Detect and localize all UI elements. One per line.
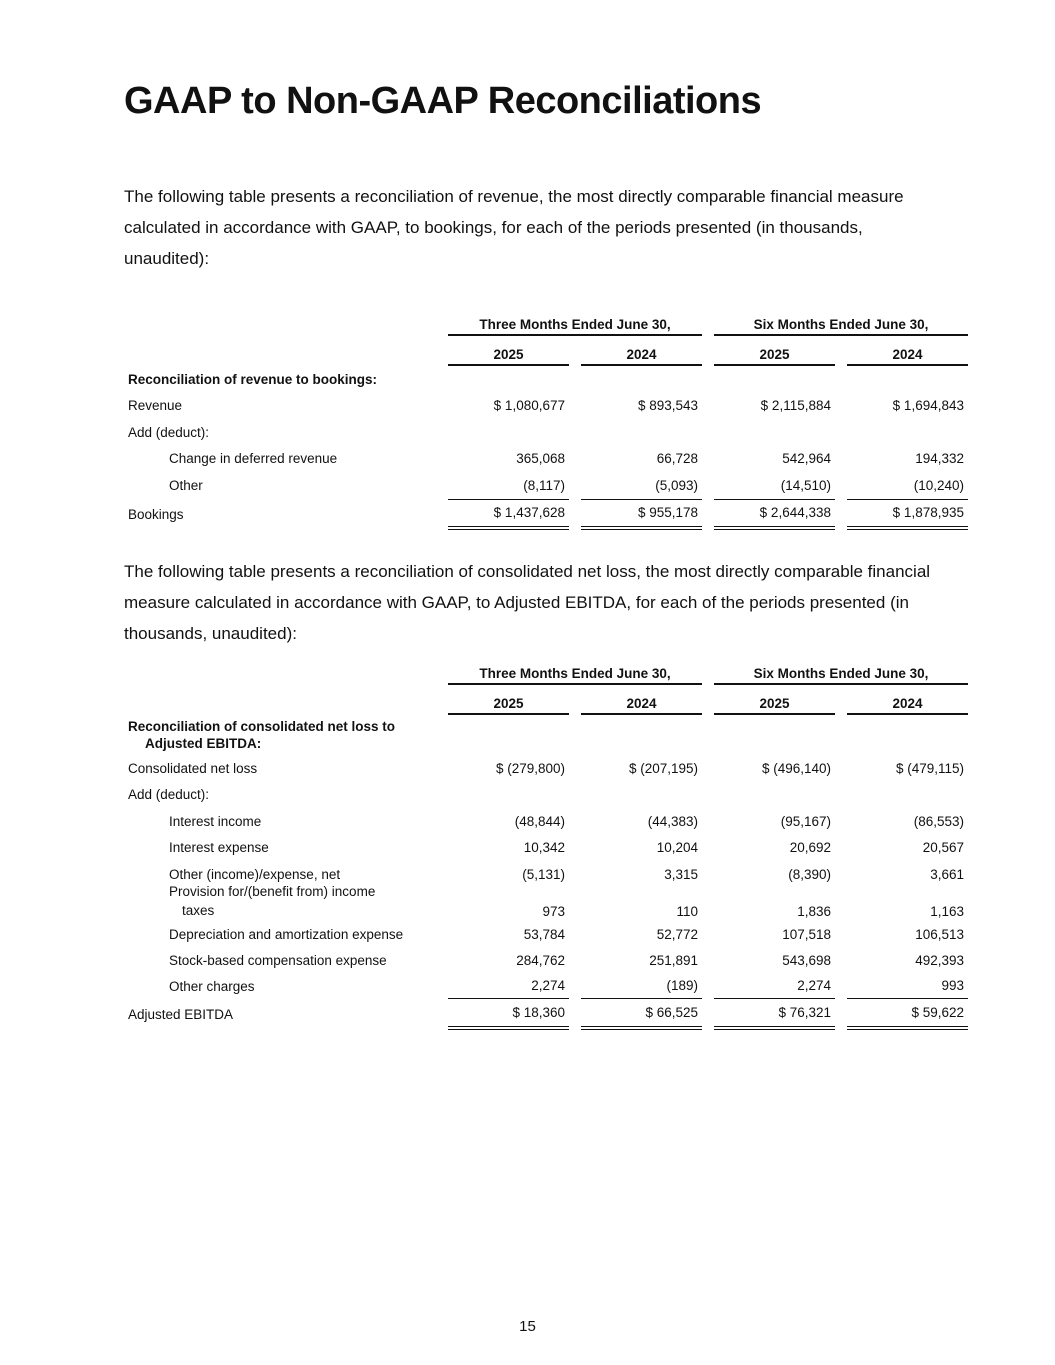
section-label-row: [124, 715, 968, 755]
six-months-header: Six Months Ended June 30,: [714, 310, 968, 336]
cell-value: 973: [542, 903, 565, 919]
row-label-line1: Provision for/(benefit from) income: [169, 883, 376, 899]
cell-value: (48,844): [514, 813, 565, 829]
cell-value: 107,518: [782, 927, 831, 943]
cell-value: (10,240): [847, 472, 968, 500]
cell-value: 543,698: [782, 953, 831, 968]
year-header: 2025: [714, 685, 835, 715]
cell-value: 993: [847, 973, 968, 999]
row-label: Depreciation and amortization expense: [169, 927, 404, 943]
row-label: Add (deduct):: [128, 787, 210, 803]
six-months-header: Six Months Ended June 30,: [714, 659, 968, 685]
section-label-line1: Reconciliation of consolidated net loss to: [128, 719, 396, 734]
cell-value: $ 2,644,338: [714, 500, 835, 531]
cell-value: 20,567: [922, 839, 964, 855]
year-header-row: [124, 685, 968, 715]
cell-value: $ 76,321: [714, 999, 835, 1030]
cell-value: 3,661: [930, 866, 964, 882]
cell-value: 1,163: [930, 903, 964, 919]
cell-value: $ (207,195): [628, 760, 698, 776]
cell-value: (8,117): [448, 472, 569, 500]
row-label: Add (deduct):: [128, 424, 210, 440]
cell-value: (5,093): [581, 472, 702, 500]
year-header: 2024: [581, 685, 702, 715]
ebitda-reconciliation-table: [124, 659, 968, 1030]
cell-value: 66,728: [656, 451, 698, 467]
page-number: 15: [519, 1318, 536, 1332]
table-row: [124, 922, 968, 949]
row-label: Adjusted EBITDA: [128, 1006, 234, 1022]
cell-value: 10,342: [523, 839, 565, 855]
cell-value: 3,315: [664, 866, 698, 882]
cell-value: 106,513: [915, 927, 964, 943]
cell-value: (8,390): [788, 866, 831, 882]
year-header: 2024: [847, 336, 968, 366]
cell-value: 492,393: [915, 953, 964, 968]
cell-value: (44,383): [647, 813, 698, 829]
ebitda-intro-paragraph: The following table presents a reconciliation of consolidated net loss, the most directly comparable financial measure calculated in accordance with GAAP, to Adjusted EBITDA, for each of the periods presented (in thousands, unaudited):: [124, 562, 931, 643]
cell-value: 365,068: [516, 451, 565, 467]
section-label-row: [124, 366, 968, 393]
cell-value: (189): [581, 973, 702, 999]
table-row: [124, 948, 968, 973]
table-row: [124, 755, 968, 782]
cell-value: 52,772: [656, 927, 698, 943]
year-header: 2025: [714, 336, 835, 366]
cell-value: 2,274: [714, 973, 835, 999]
cell-value: $ 18,360: [448, 999, 569, 1030]
total-row: [124, 500, 968, 531]
cell-value: 542,964: [782, 451, 831, 467]
period-group-header-row: [124, 659, 968, 685]
row-label: Revenue: [128, 398, 183, 414]
cell-value: 10,204: [656, 839, 698, 855]
row-label: Other: [169, 478, 203, 494]
row-label: Other charges: [169, 978, 255, 994]
year-header: 2024: [847, 685, 968, 715]
bookings-intro-paragraph: The following table presents a reconciliation of revenue, the most directly comparable financial measure calculated in accordance with GAAP, to bookings, for each of the periods presented (in thousands, unaudited):: [124, 187, 904, 268]
cell-value: $ 1,878,935: [847, 500, 968, 531]
row-label: Stock-based compensation expense: [169, 953, 387, 968]
row-label: Bookings: [128, 507, 184, 523]
page-title: GAAP to Non-GAAP Reconciliations: [124, 80, 762, 122]
row-label: Consolidated net loss: [128, 760, 258, 776]
cell-value: $ 59,622: [847, 999, 968, 1030]
table-row: [124, 393, 968, 420]
row-label-line2: taxes: [182, 902, 215, 918]
year-header-row: [124, 336, 968, 366]
cell-value: (95,167): [780, 813, 831, 829]
cell-value: 251,891: [649, 953, 698, 968]
cell-value: $ 1,437,628: [448, 500, 569, 531]
cell-value: $ 66,525: [581, 999, 702, 1030]
cell-value: $ 1,080,677: [493, 398, 565, 414]
cell-value: (86,553): [913, 813, 964, 829]
table-row: [124, 446, 968, 473]
cell-value: $ (279,800): [495, 760, 565, 776]
total-row: [124, 999, 968, 1030]
cell-value: 20,692: [789, 839, 831, 855]
cell-value: $ (479,115): [895, 760, 964, 776]
table-row: [124, 973, 968, 999]
table-row: [124, 808, 968, 835]
table-row: [124, 835, 968, 860]
section-label-line2: Adjusted EBITDA:: [145, 736, 262, 751]
row-label: [124, 882, 448, 922]
table-row: [124, 860, 968, 882]
table-row: [124, 882, 968, 922]
period-group-header-row: [124, 310, 968, 336]
section-label: Reconciliation of revenue to bookings:: [128, 371, 378, 387]
cell-value: 2,274: [448, 973, 569, 999]
cell-value: $ 2,115,884: [760, 398, 831, 414]
row-label: Interest income: [169, 813, 262, 829]
table-row: [124, 472, 968, 500]
cell-value: 110: [676, 903, 698, 919]
cell-value: (5,131): [522, 866, 565, 882]
cell-value: $ (496,140): [761, 760, 831, 776]
cell-value: 284,762: [516, 953, 565, 968]
cell-value: 194,332: [915, 451, 964, 467]
section-label: [124, 715, 968, 755]
row-label: Change in deferred revenue: [169, 451, 338, 467]
three-months-header: Three Months Ended June 30,: [448, 659, 702, 685]
table-row: [124, 782, 968, 809]
row-label: Other (income)/expense, net: [169, 866, 341, 882]
cell-value: 53,784: [523, 927, 565, 943]
bookings-reconciliation-table: [124, 310, 968, 530]
row-label: Interest expense: [169, 839, 269, 855]
cell-value: $ 893,543: [637, 398, 698, 414]
year-header: 2024: [581, 336, 702, 366]
three-months-header: Three Months Ended June 30,: [448, 310, 702, 336]
year-header: 2025: [448, 336, 569, 366]
cell-value: $ 955,178: [581, 500, 702, 531]
table-row: [124, 419, 968, 446]
cell-value: $ 1,694,843: [892, 398, 964, 414]
cell-value: 1,836: [797, 903, 831, 919]
year-header: 2025: [448, 685, 569, 715]
cell-value: (14,510): [714, 472, 835, 500]
